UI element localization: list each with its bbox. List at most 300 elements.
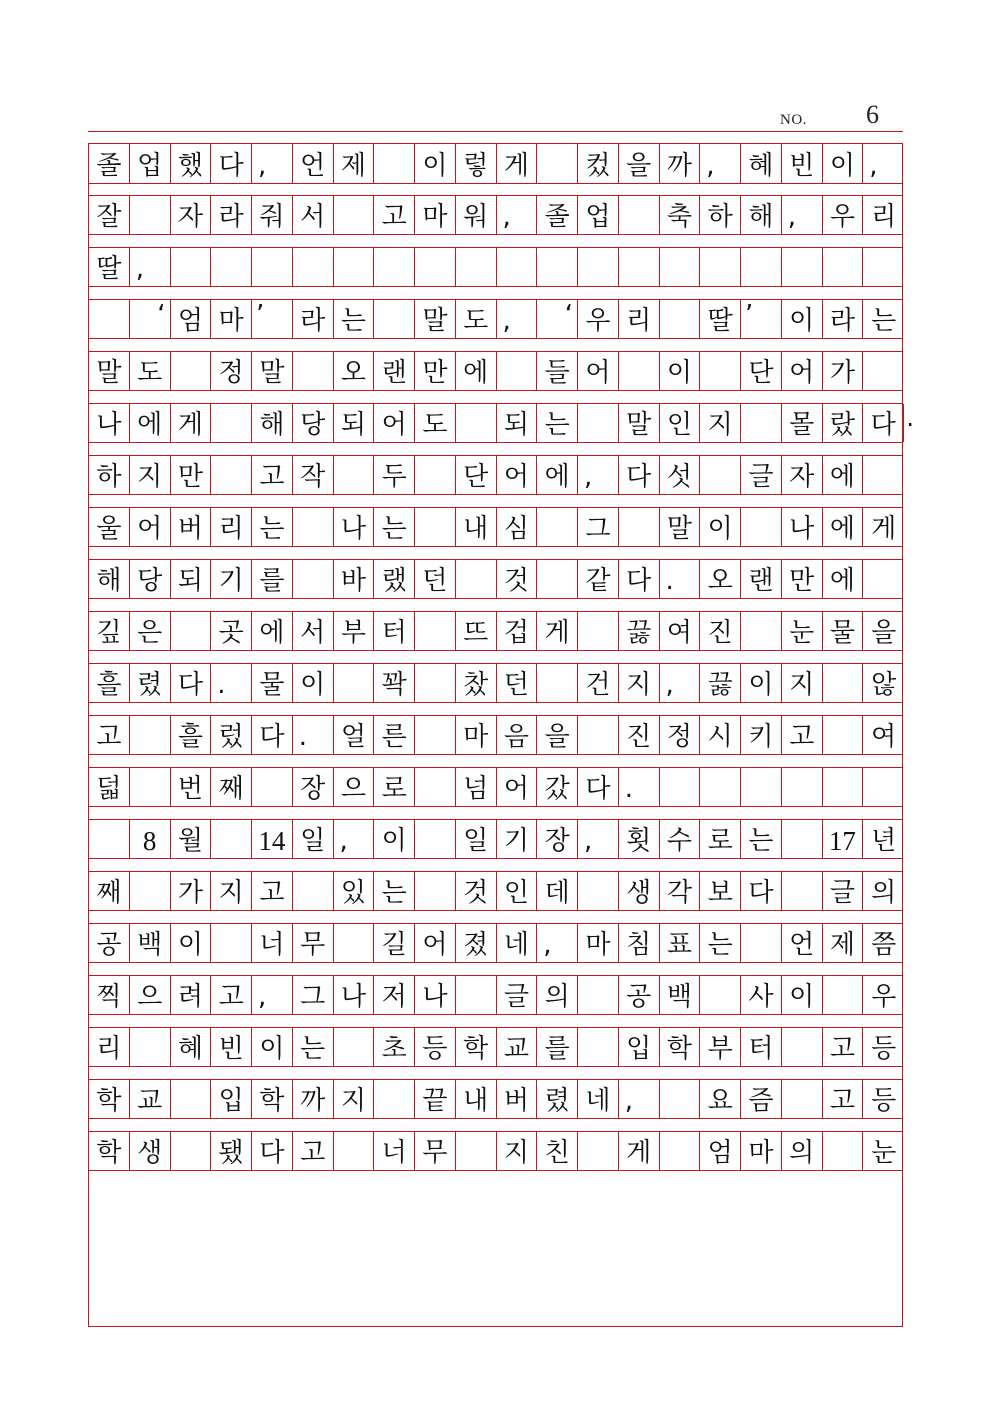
grid-cell xyxy=(863,560,904,598)
grid-cell xyxy=(211,248,252,286)
grid-cell: 는 xyxy=(537,404,578,442)
grid-cell: 랜 xyxy=(374,352,415,390)
grid-cell: 겁 xyxy=(497,612,538,650)
grid-cell: 언 xyxy=(293,144,334,183)
grid-cell: 정 xyxy=(211,352,252,390)
grid-cell: 부 xyxy=(334,612,375,650)
grid-cell: 에 xyxy=(823,456,864,494)
grid-cell: 졸 xyxy=(89,144,130,183)
grid-cell: 작 xyxy=(293,456,334,494)
grid-cell: 끓 xyxy=(619,612,660,650)
grid-cell: 이 xyxy=(741,664,782,702)
grid-cell: 부 xyxy=(700,1028,741,1066)
grid-cell: 컸 xyxy=(578,144,619,183)
grid-cell: 말 xyxy=(252,352,293,390)
grid-cell: 백 xyxy=(660,976,701,1014)
grid-cell: 다 xyxy=(252,1132,293,1170)
grid-row xyxy=(89,247,902,287)
grid-cell: 엄 xyxy=(700,1132,741,1170)
grid-cell xyxy=(415,508,456,546)
grid-cell xyxy=(823,716,864,754)
grid-cell: , xyxy=(700,144,741,183)
grid-cell xyxy=(578,248,619,286)
grid-cell xyxy=(130,1028,171,1066)
grid-cell: 렇 xyxy=(456,144,497,183)
grid-cell: 딸 xyxy=(89,248,130,286)
grid-cell: 게 xyxy=(171,404,212,442)
grid-cell xyxy=(130,196,171,234)
grid-cell: 그 xyxy=(578,508,619,546)
grid-cell: 학 xyxy=(89,1080,130,1118)
grid-cell: ’ xyxy=(252,300,293,338)
grid-cell: 업 xyxy=(578,196,619,234)
grid-cell: 장 xyxy=(293,768,334,806)
grid-row xyxy=(89,819,902,859)
grid-cell xyxy=(456,976,497,1014)
grid-cell: 고 xyxy=(374,196,415,234)
grid-cell: 서 xyxy=(293,196,334,234)
grid-cell: 넘 xyxy=(456,768,497,806)
grid-cell: 년 xyxy=(871,826,897,856)
grid-cell xyxy=(211,456,252,494)
grid-cell xyxy=(252,768,293,806)
grid-cell xyxy=(374,1080,415,1118)
grid-cell: 만 xyxy=(171,456,212,494)
grid-cell: 교 xyxy=(497,1028,538,1066)
grid-cell xyxy=(374,144,415,183)
grid-cell xyxy=(660,768,701,806)
grid-cell: 이 xyxy=(293,664,334,702)
grid-cell xyxy=(130,872,171,910)
grid-cell: 지 xyxy=(497,1132,538,1170)
grid-cell: 버 xyxy=(497,1080,538,1118)
grid-cell: 갔 xyxy=(537,768,578,806)
grid-cell xyxy=(497,352,538,390)
grid-cell: 는 xyxy=(293,1028,334,1066)
grid-row xyxy=(89,1079,902,1119)
grid-cell xyxy=(619,508,660,546)
grid-cell: 째 xyxy=(89,872,130,910)
grid-cell xyxy=(578,716,619,754)
grid-cell xyxy=(334,924,375,962)
grid-cell: 자 xyxy=(171,196,212,234)
grid-cell xyxy=(334,1132,375,1170)
grid-cell: 글 xyxy=(497,976,538,1014)
grid-cell xyxy=(537,144,578,183)
grid-cell: 하 xyxy=(700,196,741,234)
grid-cell: 지 xyxy=(211,872,252,910)
grid-cell: 는 xyxy=(871,306,897,336)
grid-cell: , xyxy=(578,456,619,494)
grid-cell: 물 xyxy=(252,664,293,702)
grid-cell: 되 xyxy=(497,404,538,442)
grid-cell xyxy=(782,1080,823,1118)
grid-cell: 바 xyxy=(334,560,375,598)
grid-cell: 생 xyxy=(130,1132,171,1170)
grid-cell xyxy=(334,1028,375,1066)
grid-cell: 다 xyxy=(578,768,619,806)
grid-cell xyxy=(823,664,864,702)
grid-cell: 은 xyxy=(130,612,171,650)
grid-cell: 에 xyxy=(456,352,497,390)
grid-cell: 고 xyxy=(89,716,130,754)
grid-cell: 어 xyxy=(578,352,619,390)
grid-cell: 침 xyxy=(619,924,660,962)
grid-cell xyxy=(374,300,415,338)
grid-cell: 입 xyxy=(211,1080,252,1118)
grid-cell xyxy=(211,820,252,858)
grid-row xyxy=(89,559,902,599)
manuscript-grid-sheet xyxy=(88,143,914,1327)
grid-cell: 너 xyxy=(252,924,293,962)
grid-cell: 어 xyxy=(415,924,456,962)
grid-cell: 백 xyxy=(130,924,171,962)
grid-cell: 여 xyxy=(871,722,897,752)
grid-cell: 섯 xyxy=(660,456,701,494)
grid-cell: 고 xyxy=(252,872,293,910)
grid-cell: 다 xyxy=(741,872,782,910)
grid-cell: 마 xyxy=(578,924,619,962)
grid-cell xyxy=(171,612,212,650)
grid-cell: 이 xyxy=(374,820,415,858)
grid-cell xyxy=(252,248,293,286)
grid-cell: 요 xyxy=(700,1080,741,1118)
grid-cell: 로 xyxy=(700,820,741,858)
grid-cell xyxy=(700,352,741,390)
grid-cell: 말 xyxy=(89,352,130,390)
grid-cell: , xyxy=(660,664,701,702)
grid-cell xyxy=(741,248,782,286)
grid-cell: , xyxy=(578,820,619,858)
grid-cell: 저 xyxy=(374,976,415,1014)
grid-cell: 가 xyxy=(823,352,864,390)
grid-cell: 에 xyxy=(823,508,864,546)
grid-cell: 는 xyxy=(334,300,375,338)
grid-cell xyxy=(130,716,171,754)
grid-cell: 쯤 xyxy=(871,930,897,960)
grid-cell xyxy=(823,768,864,806)
grid-cell: 심 xyxy=(497,508,538,546)
grid-cell xyxy=(578,976,619,1014)
grid-cell: 까 xyxy=(293,1080,334,1118)
grid-cell: 장 xyxy=(537,820,578,858)
grid-cell: 을 xyxy=(619,144,660,183)
grid-cell: 데 xyxy=(537,872,578,910)
grid-cell xyxy=(497,248,538,286)
grid-cell: 던 xyxy=(415,560,456,598)
grid-cell xyxy=(619,352,660,390)
grid-cell xyxy=(211,924,252,962)
grid-cell: 를 xyxy=(252,560,293,598)
grid-cell xyxy=(823,1132,864,1170)
grid-cell: 단 xyxy=(456,456,497,494)
grid-cell xyxy=(660,1080,701,1118)
grid-cell: 당 xyxy=(130,560,171,598)
grid-cell: 어 xyxy=(374,404,415,442)
grid-cell: 에 xyxy=(823,560,864,598)
grid-cell: 게 xyxy=(497,144,538,183)
grid-cell: 생 xyxy=(619,872,660,910)
grid-cell: 단 xyxy=(741,352,782,390)
grid-cell: 빈 xyxy=(782,144,823,183)
grid-cell: 같 xyxy=(578,560,619,598)
grid-cell xyxy=(700,248,741,286)
grid-cell: 라 xyxy=(823,300,864,338)
grid-cell xyxy=(782,872,823,910)
grid-cell: 나 xyxy=(89,404,130,442)
grid-cell: 랜 xyxy=(741,560,782,598)
grid-cell: 빈 xyxy=(211,1028,252,1066)
grid-cell: 되 xyxy=(334,404,375,442)
grid-cell: 횟 xyxy=(619,820,660,858)
grid-cell: 다 xyxy=(211,144,252,183)
grid-cell: 게 xyxy=(537,612,578,650)
grid-cell: 까 xyxy=(660,144,701,183)
grid-cell: 입 xyxy=(619,1028,660,1066)
grid-cell: 졸 xyxy=(537,196,578,234)
grid-row xyxy=(89,611,902,651)
grid-cell: 너 xyxy=(374,1132,415,1170)
overflow-punctuation: . xyxy=(906,404,914,432)
grid-cell xyxy=(415,820,456,858)
grid-cell: 수 xyxy=(660,820,701,858)
grid-cell xyxy=(741,612,782,650)
grid-cell: 자 xyxy=(782,456,823,494)
grid-cell: 는 xyxy=(374,508,415,546)
grid-cell: 지 xyxy=(130,456,171,494)
grid-cell: 도 xyxy=(415,404,456,442)
grid-cell xyxy=(782,248,823,286)
grid-cell: 렀 xyxy=(211,716,252,754)
grid-cell: 만 xyxy=(782,560,823,598)
grid-cell: 어 xyxy=(782,352,823,390)
grid-cell: 졌 xyxy=(456,924,497,962)
grid-cell: 보 xyxy=(700,872,741,910)
grid-cell xyxy=(660,1132,701,1170)
grid-cell: 일 xyxy=(456,820,497,858)
grid-cell xyxy=(700,456,741,494)
grid-cell: 것 xyxy=(497,560,538,598)
grid-cell: 도 xyxy=(130,352,171,390)
page-number-label: NO. xyxy=(780,112,807,128)
grid-cell xyxy=(89,820,130,858)
grid-cell: 제 xyxy=(334,144,375,183)
grid-cell: 는 xyxy=(252,508,293,546)
grid-cell: 나 xyxy=(415,976,456,1014)
grid-cell: 가 xyxy=(171,872,212,910)
grid-cell: 초 xyxy=(374,1028,415,1066)
grid-cell: 이 xyxy=(415,144,456,183)
grid-row xyxy=(89,1027,902,1067)
grid-row xyxy=(89,1131,902,1171)
grid-cell: 에 xyxy=(130,404,171,442)
grid-cell xyxy=(741,924,782,962)
grid-row xyxy=(89,455,902,495)
grid-cell: 찼 xyxy=(456,664,497,702)
grid-cell: 학 xyxy=(252,1080,293,1118)
grid-cell: 어 xyxy=(497,456,538,494)
grid-cell: 월 xyxy=(171,820,212,858)
grid-cell: 터 xyxy=(741,1028,782,1066)
grid-cell: 제 xyxy=(823,924,864,962)
grid-cell: 등 xyxy=(871,1034,897,1064)
grid-row xyxy=(89,507,902,547)
grid-cell: 다 xyxy=(863,404,904,442)
grid-cell xyxy=(823,248,864,286)
grid-cell xyxy=(415,248,456,286)
grid-cell: 눈 xyxy=(782,612,823,650)
grid-cell: 네 xyxy=(578,1080,619,1118)
grid-cell xyxy=(537,560,578,598)
grid-cell: 고 xyxy=(823,1080,864,1118)
grid-cell: 네 xyxy=(497,924,538,962)
grid-cell xyxy=(741,768,782,806)
grid-cell: 랬 xyxy=(374,560,415,598)
grid-cell: 의 xyxy=(782,1132,823,1170)
grid-cell: 의 xyxy=(537,976,578,1014)
grid-cell: 의 xyxy=(871,878,897,908)
grid-cell: 지 xyxy=(619,664,660,702)
grid-cell: 글 xyxy=(741,456,782,494)
grid-cell: 마 xyxy=(415,196,456,234)
grid-cell: 는 xyxy=(700,924,741,962)
grid-cell xyxy=(863,352,904,390)
grid-cell: 째 xyxy=(211,768,252,806)
grid-cell: 고 xyxy=(252,456,293,494)
grid-cell: 랐 xyxy=(823,404,864,442)
grid-cell xyxy=(293,248,334,286)
grid-cell: 친 xyxy=(537,1132,578,1170)
grid-cell: 들 xyxy=(537,352,578,390)
grid-cell xyxy=(456,404,497,442)
grid-cell: 말 xyxy=(415,300,456,338)
grid-cell: 를 xyxy=(537,1028,578,1066)
grid-cell: 버 xyxy=(171,508,212,546)
grid-cell: 혜 xyxy=(741,144,782,183)
grid-cell: 인 xyxy=(660,404,701,442)
grid-cell: 으 xyxy=(334,768,375,806)
grid-cell xyxy=(171,1080,212,1118)
grid-cell: 도 xyxy=(456,300,497,338)
grid-cell: 어 xyxy=(497,768,538,806)
grid-cell: 눈 xyxy=(871,1138,897,1168)
grid-cell: 리 xyxy=(871,202,897,232)
grid-cell: 덟 xyxy=(89,768,130,806)
grid-cell: 다 xyxy=(619,456,660,494)
grid-cell: 우 xyxy=(871,982,897,1012)
grid-cell xyxy=(456,248,497,286)
grid-cell: 나 xyxy=(334,508,375,546)
grid-cell xyxy=(578,612,619,650)
grid-cell: 깊 xyxy=(89,612,130,650)
grid-row xyxy=(89,871,902,911)
grid-row xyxy=(89,299,902,339)
grid-cell: 길 xyxy=(374,924,415,962)
grid-cell: 글 xyxy=(823,872,864,910)
grid-cell: . xyxy=(211,664,252,702)
grid-cell xyxy=(293,352,334,390)
grid-cell xyxy=(334,196,375,234)
grid-cell: 몰 xyxy=(782,404,823,442)
grid-cell: 고 xyxy=(782,716,823,754)
grid-cell: 기 xyxy=(497,820,538,858)
grid-cell xyxy=(456,560,497,598)
grid-cell: 줘 xyxy=(252,196,293,234)
grid-cell xyxy=(415,456,456,494)
grid-cell: 렸 xyxy=(130,664,171,702)
grid-cell: 끝 xyxy=(415,1080,456,1118)
grid-cell: 내 xyxy=(456,1080,497,1118)
grid-cell: 마 xyxy=(456,716,497,754)
grid-cell xyxy=(415,716,456,754)
grid-cell: , xyxy=(252,976,293,1014)
grid-cell: 혜 xyxy=(171,1028,212,1066)
header-rule xyxy=(88,131,903,132)
grid-cell: 이 xyxy=(823,144,864,183)
grid-cell: 교 xyxy=(130,1080,171,1118)
grid-cell: 이 xyxy=(700,508,741,546)
grid-cell: 키 xyxy=(741,716,782,754)
grid-cell: 오 xyxy=(700,560,741,598)
grid-cell: 워 xyxy=(456,196,497,234)
grid-cell: 여 xyxy=(660,612,701,650)
grid-cell: 표 xyxy=(660,924,701,962)
grid-cell: 정 xyxy=(660,716,701,754)
grid-cell: 등 xyxy=(415,1028,456,1066)
grid-row xyxy=(89,351,902,391)
grid-cell: 사 xyxy=(741,976,782,1014)
grid-cell: 내 xyxy=(456,508,497,546)
grid-cell: 리 xyxy=(619,300,660,338)
grid-cell xyxy=(660,248,701,286)
grid-cell: 학 xyxy=(89,1132,130,1170)
grid-cell: 라 xyxy=(211,196,252,234)
grid-cell: 그 xyxy=(293,976,334,1014)
grid-cell: 8 xyxy=(130,820,171,858)
grid-cell: 음 xyxy=(497,716,538,754)
grid-cell xyxy=(415,612,456,650)
grid-cell: , xyxy=(334,820,375,858)
grid-cell xyxy=(415,664,456,702)
grid-cell: ’ xyxy=(741,300,782,338)
grid-cell: 두 xyxy=(374,456,415,494)
grid-cell xyxy=(537,664,578,702)
grid-cell: 꽉 xyxy=(374,664,415,702)
grid-cell: 됐 xyxy=(211,1132,252,1170)
grid-cell: 시 xyxy=(700,716,741,754)
grid-cell: 리 xyxy=(211,508,252,546)
grid-cell: 지 xyxy=(782,664,823,702)
grid-cell: 17 xyxy=(823,820,864,858)
grid-cell xyxy=(660,300,701,338)
grid-cell: 되 xyxy=(171,560,212,598)
grid-cell: 에 xyxy=(252,612,293,650)
grid-cell: 진 xyxy=(619,716,660,754)
grid-cell: 다 xyxy=(252,716,293,754)
grid-cell: 이 xyxy=(171,924,212,962)
grid-cell: 축 xyxy=(660,196,701,234)
grid-cell: 기 xyxy=(211,560,252,598)
grid-cell: 울 xyxy=(89,508,130,546)
grid-cell: 고 xyxy=(823,1028,864,1066)
grid-cell xyxy=(619,196,660,234)
grid-cell: 지 xyxy=(334,1080,375,1118)
grid-cell: 일 xyxy=(293,820,334,858)
page-number-header xyxy=(760,100,903,130)
grid-cell xyxy=(823,976,864,1014)
grid-cell: 하 xyxy=(89,456,130,494)
grid-cell: 오 xyxy=(334,352,375,390)
